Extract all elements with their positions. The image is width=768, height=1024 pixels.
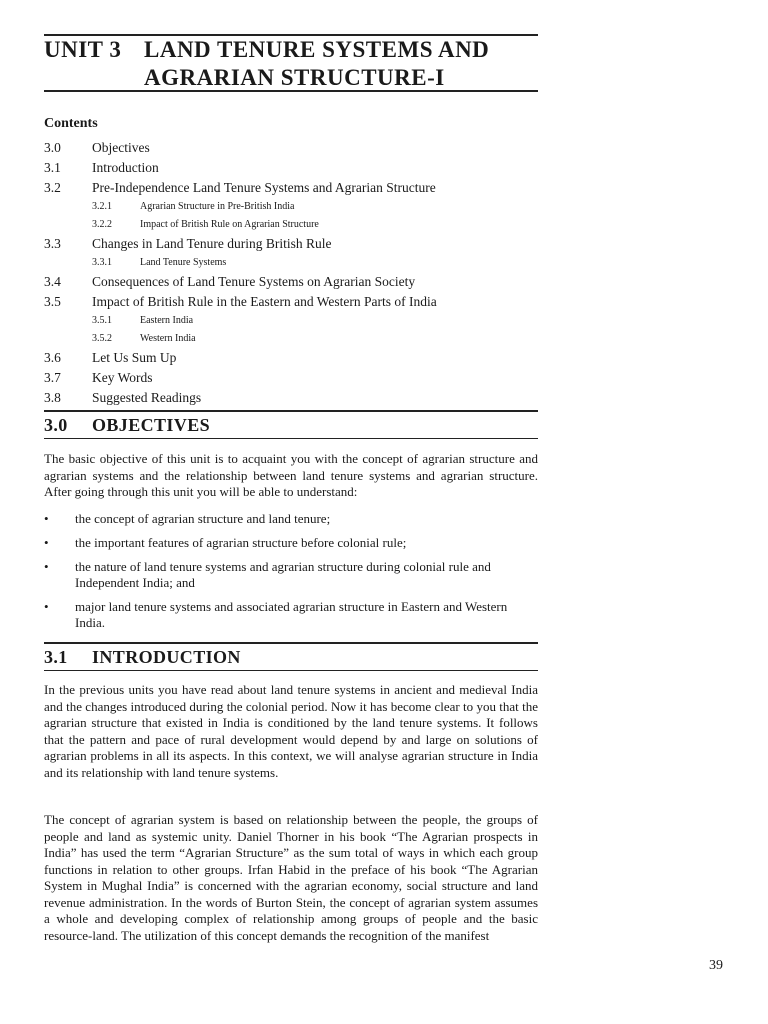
toc-subitem-3-3-1[interactable] [44,254,544,272]
toc-subitem-3-5-2[interactable] [44,330,544,348]
toc-item-3-2[interactable] [44,178,544,198]
introduction-paragraph-2: The concept of agrarian system is based on relationship between the people, the groups of people and land as systemic unity. Daniel Thorner in his book “The Agrarian prospects in India” has used the term “Agrarian Structure” as the sum total of ways in which each group functions in relation to other groups. Irfan Habid in the preface of his book “The Agrarian System in Mughal India” is concerned with the agrarian economy, social structure and land revenue administration. In the words of Burton Stein, the concept of agrarian system assumes a whole and developing complex of relationship among groups of people and the basic resource-land. The utilization of this concept demands the recognition of the manifest [44,812,538,943]
unit-number: UNIT 3 [44,37,122,62]
toc-item-3-0[interactable] [44,138,544,158]
toc-label: Impact of British Rule in the Eastern and Western Parts of India [92,294,437,309]
toc-sub-label: Agrarian Structure in Pre-British India [140,201,295,212]
objectives-heading [44,415,210,436]
introduction-bottom-rule [44,670,538,671]
toc-label: Let Us Sum Up [92,350,177,365]
toc-label: Consequences of Land Tenure Systems on Agrarian Society [92,274,416,289]
toc-sub-number: 3.3.1 [92,257,112,268]
unit-title-line1: LAND TENURE SYSTEMS AND [144,37,490,62]
toc-number: 3.4 [44,274,61,289]
toc-sub-number: 3.5.2 [92,333,112,344]
list-item: • the nature of land tenure systems and agrarian structure during colonial rule and Independent India; and [44,559,538,591]
toc-sub-number: 3.2.1 [92,201,112,212]
toc-subitem-3-5-1[interactable] [44,312,544,330]
unit-title-line2: AGRARIAN STRUCTURE-I [144,65,445,90]
objectives-top-rule [44,410,538,412]
toc-label: Pre-Independence Land Tenure Systems and Agrarian Structure [92,180,436,195]
toc-number: 3.3 [44,236,61,251]
toc-sub-number: 3.5.1 [92,315,112,326]
section-number: 3.1 [44,647,68,667]
section-title: INTRODUCTION [92,647,241,667]
toc-number: 3.7 [44,370,61,385]
section-number: 3.0 [44,415,68,435]
toc-label: Suggested Readings [92,390,202,405]
toc-item-3-5[interactable] [44,292,544,312]
objectives-bottom-rule [44,438,538,439]
toc-item-3-4[interactable] [44,272,544,292]
toc-sub-label: Eastern India [140,315,194,326]
section-title: OBJECTIVES [92,415,211,435]
toc-item-3-7[interactable] [44,368,544,388]
toc-label: Key Words [92,370,153,385]
toc-number: 3.5 [44,294,61,309]
toc-subitem-3-2-2[interactable] [44,216,544,234]
unit-title [44,36,544,92]
toc-item-3-8[interactable] [44,388,544,408]
objectives-list [44,511,538,639]
toc-number: 3.8 [44,390,61,405]
list-item: • the concept of agrarian structure and land tenure; [44,511,538,527]
toc-number: 3.0 [44,140,61,155]
title-bottom-rule [44,90,538,92]
page-number: 39 [709,958,723,973]
toc-number: 3.2 [44,180,61,195]
introduction-paragraph-1: In the previous units you have read about land tenure systems in ancient and medieval India and the changes introduced during the colonial period. Now it has become clear to you that the agrarian structure that existed in India is conditioned by the land tenure systems. It follows that the pattern and pace of rural development would depend by and large on solutions of agrarian problems in all its aspects. In this context, we will analyse agrarian structure in India and its relationship with land tenure systems. [44,682,538,780]
toc-sub-label: Impact of British Rule on Agrarian Structure [140,219,319,230]
objectives-intro: The basic objective of this unit is to acquaint you with the concept of agrarian structure and agrarian systems and the relationship between land tenure systems and agrarian structure. After going through this unit you will be able to understand: [44,451,538,499]
list-item: • major land tenure systems and associated agrarian structure in Eastern and Western India. [44,599,538,631]
toc-number: 3.6 [44,350,61,365]
table-of-contents [44,138,544,408]
toc-subitem-3-2-1[interactable] [44,198,544,216]
introduction-top-rule [44,642,538,644]
introduction-heading [44,647,241,668]
toc-sub-label: Land Tenure Systems [140,257,227,268]
toc-sub-number: 3.2.2 [92,219,112,230]
toc-sub-label: Western India [140,333,196,344]
toc-number: 3.1 [44,160,61,175]
toc-item-3-1[interactable] [44,158,544,178]
list-item: • the important features of agrarian structure before colonial rule; [44,535,538,551]
toc-label: Introduction [92,160,159,175]
toc-item-3-6[interactable] [44,348,544,368]
contents-heading: Contents [44,116,98,131]
toc-item-3-3[interactable] [44,234,544,254]
toc-label: Objectives [92,140,150,155]
toc-label: Changes in Land Tenure during British Rule [92,236,332,251]
